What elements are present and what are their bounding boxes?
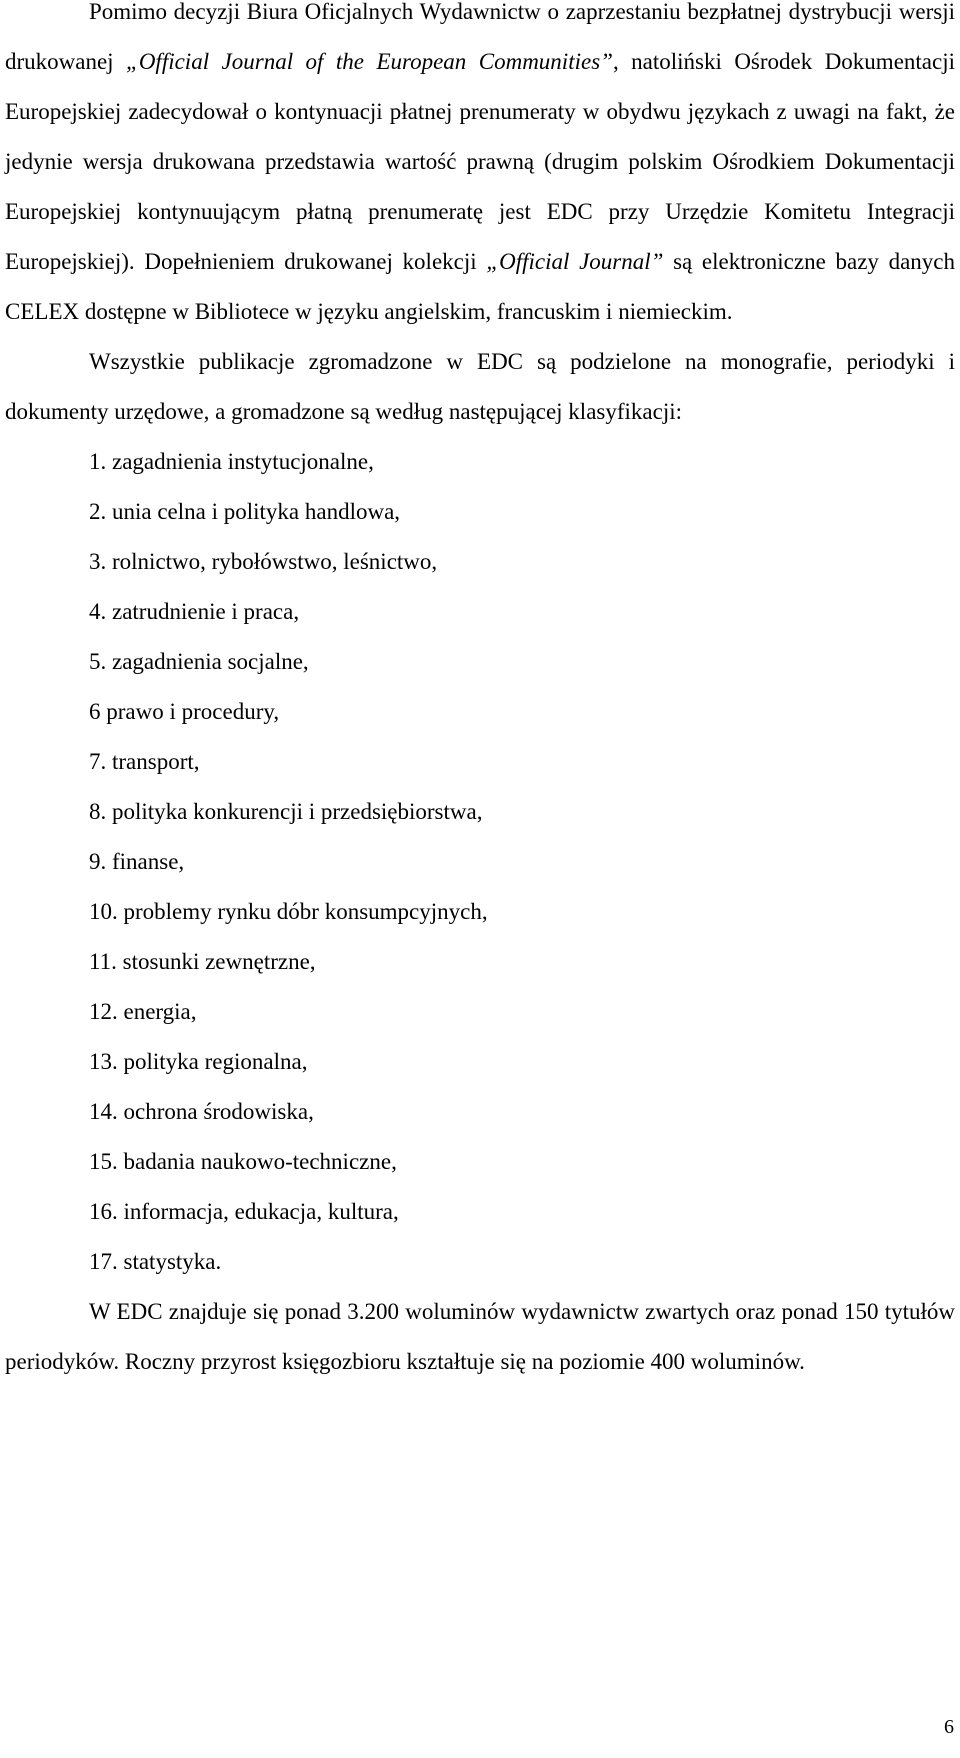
paragraph-official-journal <box>5 0 955 337</box>
paragraph-classification-intro: Wszystkie publikacje zgromadzone w EDC są podzielone na monografie, periodyki i dokumenty urzędowe, a gromadzone są według następującej klasyfikacji: <box>5 349 955 424</box>
list-item: 15. badania naukowo-techniczne, <box>89 1149 397 1174</box>
journal-title-short: „Official Journal” <box>486 249 664 274</box>
list-item: 1. zagadnienia instytucjonalne, <box>89 449 374 474</box>
document-page <box>5 0 955 1387</box>
list-item: 9. finanse, <box>89 849 185 874</box>
list-item: 14. ochrona środowiska, <box>89 1099 314 1124</box>
list-item: 16. informacja, edukacja, kultura, <box>89 1199 399 1224</box>
list-item: 6 prawo i procedury, <box>89 699 280 724</box>
list-item: 13. polityka regionalna, <box>89 1049 308 1074</box>
journal-title: „Official Journal of the European Communities” <box>126 49 613 74</box>
list-item: 17. statystyka. <box>89 1249 222 1274</box>
list-item: 5. zagadnienia socjalne, <box>89 649 309 674</box>
list-item: 8. polityka konkurencji i przedsiębiorstwa, <box>89 799 483 824</box>
list-item: 2. unia celna i polityka handlowa, <box>89 499 401 524</box>
paragraph-collection-size: W EDC znajduje się ponad 3.200 woluminów wydawnictw zwartych oraz ponad 150 tytułów periodyków. Roczny przyrost księgozbioru kształtuje się na poziomie 400 woluminów. <box>5 1299 955 1374</box>
page-number: 6 <box>944 1716 954 1738</box>
list-item: 10. problemy rynku dóbr konsumpcyjnych, <box>89 899 488 924</box>
paragraph-text: są elektroniczne bazy danych CELEX dostępne w Bibliotece w języku angielskim, francuskim i niemieckim. <box>5 249 955 324</box>
list-item: 4. zatrudnienie i praca, <box>89 599 300 624</box>
paragraph-text: Pomimo decyzji Biura Oficjalnych Wydawnictw o zaprzestaniu bezpłatnej dystrybucji wersji drukowanej <box>5 0 955 74</box>
classification-list <box>5 437 955 1287</box>
list-item: 12. energia, <box>89 999 197 1024</box>
list-item: 3. rolnictwo, rybołówstwo, leśnictwo, <box>89 549 438 574</box>
list-item: 7. transport, <box>89 749 200 774</box>
list-item: 11. stosunki zewnętrzne, <box>89 949 316 974</box>
paragraph-text: , natoliński Ośrodek Dokumentacji Europejskiej zadecydował o kontynuacji płatnej prenumeraty w obydwu językach z uwagi na fakt, że jedynie wersja drukowana przedstawia wartość prawną (drugim polskim Ośrodkiem Dokumentacji Europejskiej kontynuującym płatną prenumeratę jest EDC przy Urzędzie Komitetu Integracji Europejskiej). Dopełnieniem drukowanej kolekcji <box>5 49 955 274</box>
